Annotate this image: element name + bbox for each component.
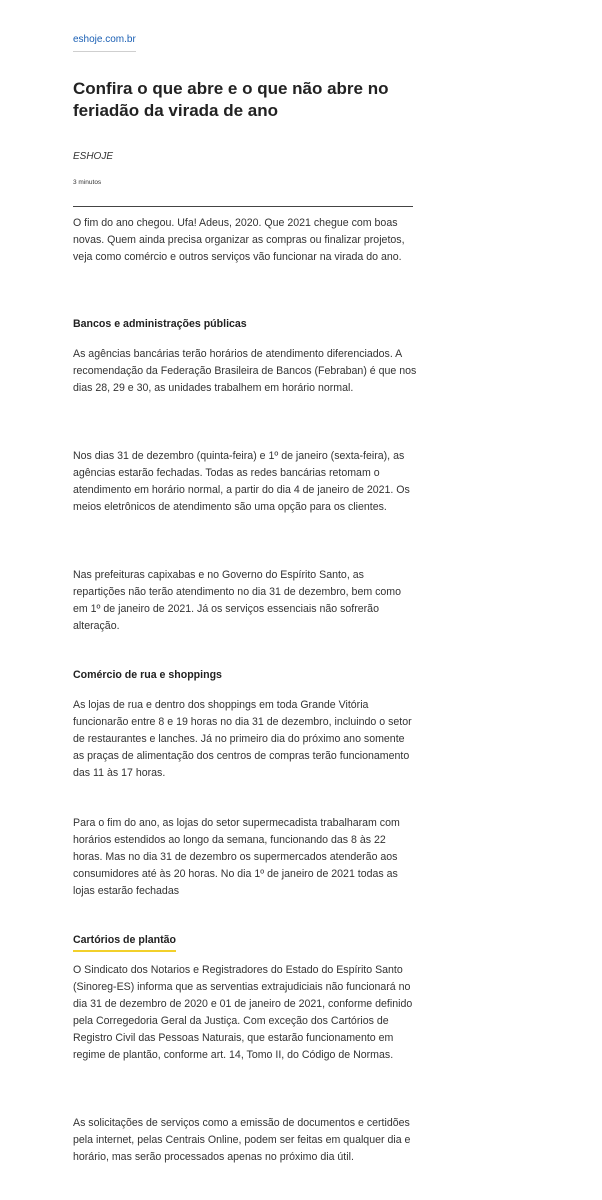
paragraph: Nas prefeituras capixabas e no Governo do Espírito Santo, as repartições não terão atendimento no dia 31 de dezembro, bem como em 1º de janeiro de 2021. Já os serviços essenciais não sofrerão alteração. xyxy=(73,569,402,632)
paragraph: O Sindicato dos Notarios e Registradores do Estado do Espírito Santo (Sinoreg-ES) informa que as serventias extrajudiciais não funcionará no dia 31 de dezembro de 2020 e 01 de janeiro de 2021, conforme definido pela Corregedoria Geral da Justiça. Com exceção dos Cartórios de Registro Civil das Pessoas Naturais, que estarão funcionamento em regime de plantão, conforme art. 14, Tomo II, do Código de Normas. xyxy=(73,964,413,1061)
paragraph: As solicitações de serviços como a emissão de documentos e certidões pela internet, pelas Centrais Online, podem ser feitas em qualquer dia e horário, mas serão processados apenas no próximo dia útil. xyxy=(73,1117,411,1163)
paragraph: As agências bancárias terão horários de atendimento diferenciados. A recomendação da Federação Brasileira de Bancos (Febraban) é que nos dias 28, 29 e 30, as unidades trabalhem em horário normal. xyxy=(73,348,417,394)
header-divider xyxy=(73,206,413,207)
section-heading-cartorios: Cartórios de plantão xyxy=(73,933,176,952)
read-time: 3 minutos xyxy=(73,179,102,186)
section-heading-bancos: Bancos e administrações públicas xyxy=(73,318,247,330)
article-author: ESHOJE xyxy=(73,151,114,162)
section-heading-comercio: Comércio de rua e shoppings xyxy=(73,669,222,681)
paragraph: Nos dias 31 de dezembro (quinta-feira) e 1º de janeiro (sexta-feira), as agências estarão fechadas. Todas as redes bancárias retomam o atendimento em horário normal, a partir do dia 4 de janeiro de 2021. Os meios eletrônicos de atendimento são uma opção para os clientes. xyxy=(73,450,410,513)
paragraph: Para o fim do ano, as lojas do setor supermecadista trabalharam com horários estendidos ao longo da semana, funcionando das 8 às 22 horas. Mas no dia 31 de dezembro os supermercados atenderão aos consumidores até às 20 horas. No dia 1º de janeiro de 2021 todas as lojas estarão fechadas xyxy=(73,817,400,897)
article-title: Confira o que abre e o que não abre no feriadão da virada de ano xyxy=(73,79,389,120)
source-link[interactable]: eshoje.com.br xyxy=(73,34,136,52)
paragraph: As lojas de rua e dentro dos shoppings em toda Grande Vitória funcionarão entre 8 e 19 horas no dia 31 de dezembro, incluindo o setor de restaurantes e lanches. Já no primeiro dia do próximo ano somente as praças de alimentação dos centros de compras terão funcionamento das 11 às 17 horas. xyxy=(73,699,412,779)
intro-paragraph: O fim do ano chegou. Ufa! Adeus, 2020. Que 2021 chegue com boas novas. Quem ainda precisa organizar as compras ou finalizar projetos, veja como comércio e outros serviços vão funcionar na virada do ano. xyxy=(73,217,405,263)
